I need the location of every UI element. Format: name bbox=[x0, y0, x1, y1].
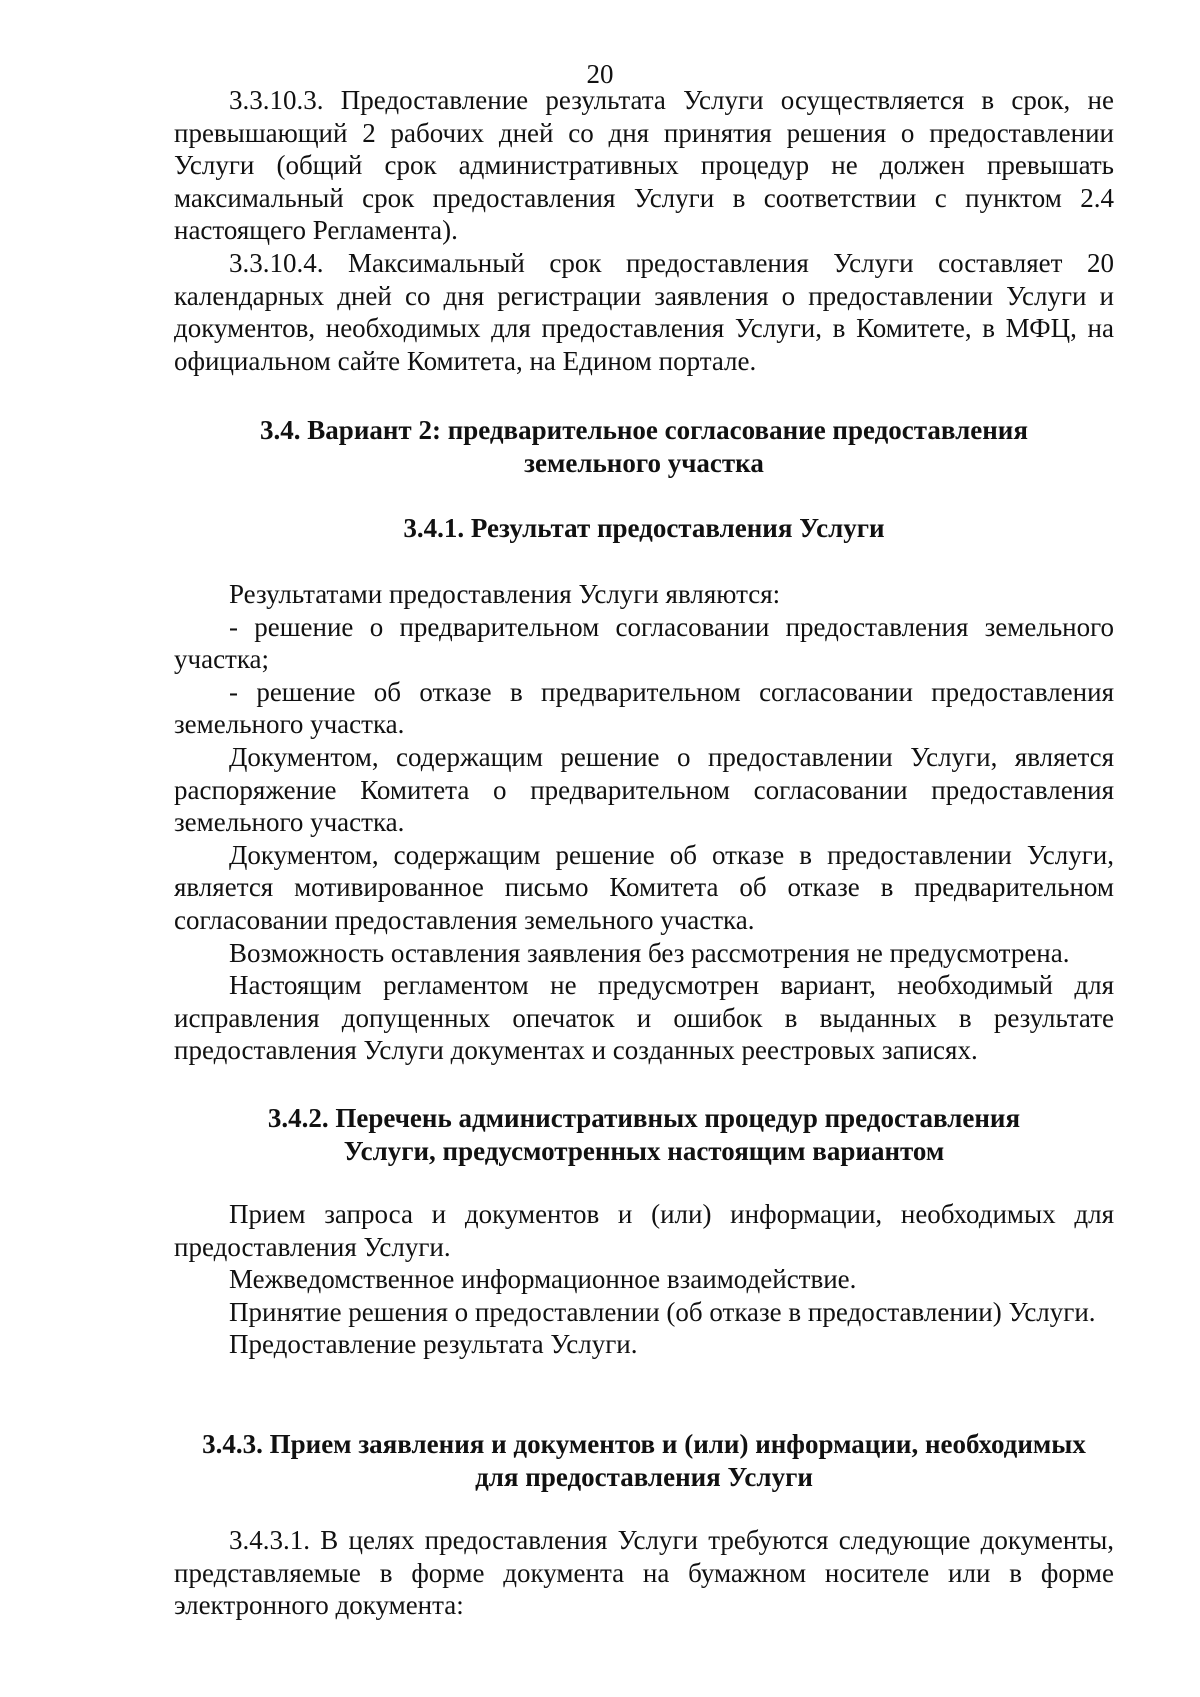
heading-3-4-3 bbox=[174, 1428, 1114, 1493]
paragraph-result-approval: - решение о предварительном согласовании предоставления земельного участка; bbox=[174, 611, 1114, 675]
paragraph-procedure-intake: Прием запроса и документов и (или) информации, необходимых для предоставления Услуги. bbox=[174, 1199, 1114, 1262]
paragraph-no-correction-variant: Настоящим регламентом не предусмотрен вариант, необходимый для исправления допущенных опечаток и ошибок в выданных в результате предоставления Услуги документах и созданных реестровых записях. bbox=[174, 970, 1114, 1066]
section-3-4-3-text bbox=[174, 1524, 1114, 1622]
paragraph-3-3-10-4: 3.3.10.4. Максимальный срок предоставления Услуги составляет 20 календарных дней со дня регистрации заявления о предоставлении Услуги и документов, необходимых для предоставления Услуги, в Комитете, в МФЦ, на официальном сайте Комитета, на Едином портале. bbox=[174, 247, 1114, 376]
heading-3-4-2-line-1: 3.4.2. Перечень административных процедур предоставления bbox=[267, 1103, 1021, 1133]
heading-3-4-1 bbox=[174, 512, 1114, 545]
heading-3-4-line-1: 3.4. Вариант 2: предварительное согласование предоставления bbox=[260, 415, 1028, 445]
paragraph-results-intro: Результатами предоставления Услуги являются: bbox=[229, 579, 781, 609]
heading-3-4-3-line-2: для предоставления Услуги bbox=[475, 1461, 813, 1492]
section-3-4-1-text bbox=[174, 578, 1114, 1067]
page-number: 20 bbox=[586, 59, 614, 89]
section-3-4-2-text bbox=[174, 1198, 1114, 1361]
paragraph-no-dismissal: Возможность оставления заявления без рассмотрения не предусмотрена. bbox=[229, 937, 1070, 968]
paragraph-refusal-document: Документом, содержащим решение об отказе в предоставлении Услуги, является мотивированное письмо Комитета об отказе в предварительном согласовании предоставления земельного участка. bbox=[174, 839, 1114, 935]
section-3-3-10-text bbox=[174, 84, 1114, 377]
heading-3-4-3-line-1: 3.4.3. Прием заявления и документов и (или) информации, необходимых bbox=[202, 1429, 1086, 1459]
paragraph-approval-document: Документом, содержащим решение о предоставлении Услуги, является распоряжение Комитета о предварительном согласовании предоставления земельного участка. bbox=[174, 741, 1114, 838]
heading-3-4-line-2: земельного участка bbox=[524, 447, 764, 478]
heading-3-4-1-text: 3.4.1. Результат предоставления Услуги bbox=[403, 513, 885, 543]
paragraph-procedure-interagency: Межведомственное информационное взаимодействие. bbox=[229, 1264, 857, 1295]
heading-3-4-2-line-2: Услуги, предусмотренных настоящим вариантом bbox=[343, 1135, 945, 1166]
heading-3-4 bbox=[174, 414, 1114, 479]
paragraph-3-4-3-1: 3.4.3.1. В целях предоставления Услуги требуются следующие документы, представляемые в форме документа на бумажном носителе или в форме электронного документа: bbox=[174, 1525, 1114, 1621]
heading-3-4-2 bbox=[174, 1102, 1114, 1167]
paragraph-3-3-10-3: 3.3.10.3. Предоставление результата Услуги осуществляется в срок, не превышающий 2 рабочих дней со дня принятия решения о предоставлении Услуги (общий срок административных процедур не должен превышать максимальный срок предоставления Услуги в соответствии с пунктом 2.4 настоящего Регламента). bbox=[174, 85, 1114, 246]
paragraph-procedure-decision: Принятие решения о предоставлении (об отказе в предоставлении) Услуги. bbox=[229, 1296, 1096, 1327]
paragraph-result-refusal: - решение об отказе в предварительном согласовании предоставления земельного участка. bbox=[174, 676, 1114, 740]
paragraph-procedure-result: Предоставление результата Услуги. bbox=[229, 1329, 638, 1360]
